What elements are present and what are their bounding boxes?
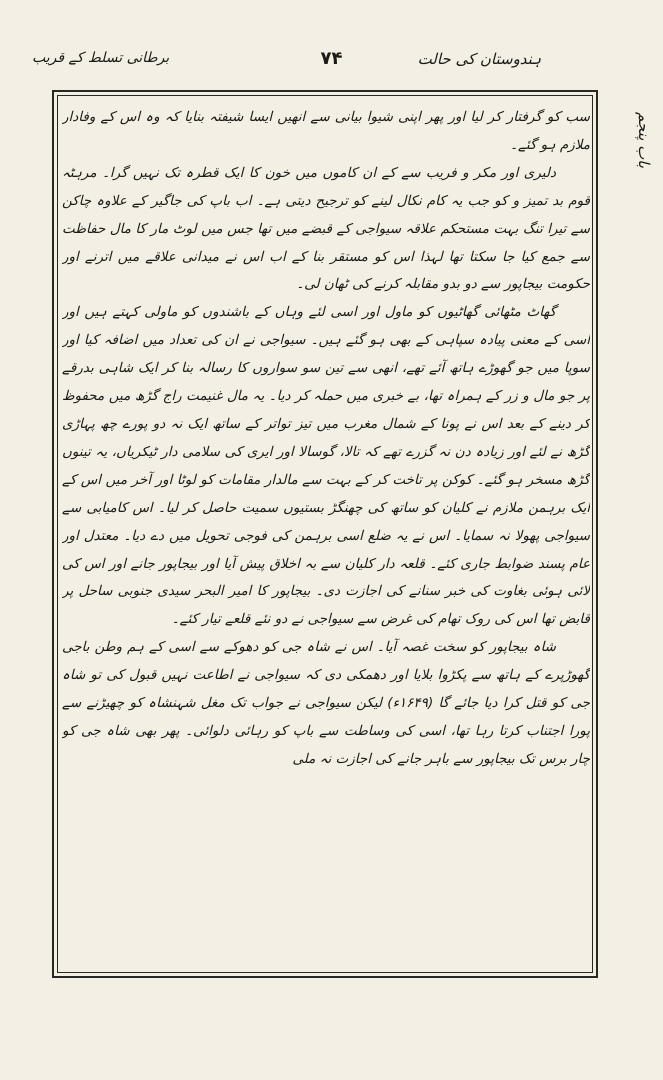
paragraph: دلیری اور مکر و فریب سے کے ان کاموں میں خون کا ایک قطرہ تک نہیں گرا۔ مرہٹہ قوم بد تمیز و کو جب یہ کام نکال لینے کو ترجیح دیتی ہے۔ اب باپ کی جاگیر کے علاوہ چاکن سے تیرا تنگ بہت مستحکم علاقہ سیواجی کے قبضے میں تھا جس میں لوٹ مار کا مال حفاظت سے جمع کیا جا سکتا تھا لہذا اس کو مستقر بنا کے اب اس نے میدانی علاقے میں اترنے اور حکومت بیجاپور سے دو بدو مقابلہ کرنے کی ٹھان لی۔ <box>62 164 590 293</box>
paragraph: سب کو گرفتار کر لیا اور پھر اپنی شیوا بیانی سے انھیں ایسا شیفتہ بنایا کہ وہ اس کے وفادار ملازم ہو گئے۔ <box>62 109 590 153</box>
paragraph: گھاٹ مٹھائی گھاٹیوں کو ماول اور اسی لئے وہاں کے باشندوں کو ماولی کہتے ہیں اور اسی کے معنی پیادہ سپاہی کے بھی ہو گئے ہیں۔ سیواجی نے ان کی تعداد میں اضافہ کیا اور سوپا میں جو گھوڑے ہاتھ آئے تھے، انھی سے تین سو سواروں کا رسالہ بنا کر ایک شاہی بدرقے پر جو مال و زر کے ہمراہ تھا، بے خبری میں حملہ کر دیا۔ یہ مال غنیمت راج گڑھ میں محفوظ کر دینے کے بعد اس نے پونا کے شمال مغرب میں تیز تواتر کے ساتھ ایک نہ دو پورے چھ پہاڑی گڑھ نے لئے اور زیادہ دن نہ گزرے تھے کہ تالا، گوسالا اور ایری کی سلامی دار ٹیکریاں، یہ تینوں گڑھ مسخر ہو گئے۔ کوکن پر تاخت کر کے بہت سے مالدار مقامات کو لوٹا اور آخر میں اس کے ایک برہمن ملازم نے کلیان کو ساتھ کی چھنگڑ بستیوں سمیت حاصل کر لیا۔ اس کامیابی سے سیواجی پھولا نہ سمایا۔ اس نے یہ ضلع اسی برہمن کی فوجی تحویل میں دے دیا۔ معتدل اور عام پسند ضوابط جاری کئے۔ قلعہ دار کلیان سے بہ اخلاق پیش آیا اور بیجاپور جانے اور اس کی لائی ہوئی بغاوت کی خبر سنانے کی اجازت دی۔ بیجاپور کا امیر البحر سیدی جنوبی ساحل پر قابض تھا اس کی روک تھام کی غرض سے سیواجی نے دو نئے قلعے تیار کئے۔ <box>62 304 590 628</box>
book-title: ہندوستان کی حالت <box>417 50 541 68</box>
chapter-title: برطانی تسلط کے قریب <box>32 50 170 66</box>
page-header <box>30 44 633 84</box>
body-text <box>62 104 590 964</box>
page-number: ۷۴ <box>320 48 343 69</box>
chapter-side-label: باب پنجم <box>635 112 653 169</box>
paragraph: شاہ بیجاپور کو سخت غصہ آیا۔ اس نے شاہ جی کو دھوکے سے اسی کے ہم وطن باجی گھوڑپرے کے ہاتھ سے پکڑوا بلایا اور دھمکی دی کہ سیواجی نے اطاعت نہیں قبول کی تو شاہ جی کو قتل کرا دیا جائے گا (۱۶۴۹ء) لیکن سیواجی نے جواب تک مغل شہنشاہ کو چھیڑنے سے پورا اجتناب کرتا رہا تھا، اسی کی وساطت سے باپ کو رہائی دلوائی۔ پھر بھی شاہ جی کو چار برس تک بیجاپور سے باہر جانے کی اجازت نہ ملی <box>62 639 590 767</box>
